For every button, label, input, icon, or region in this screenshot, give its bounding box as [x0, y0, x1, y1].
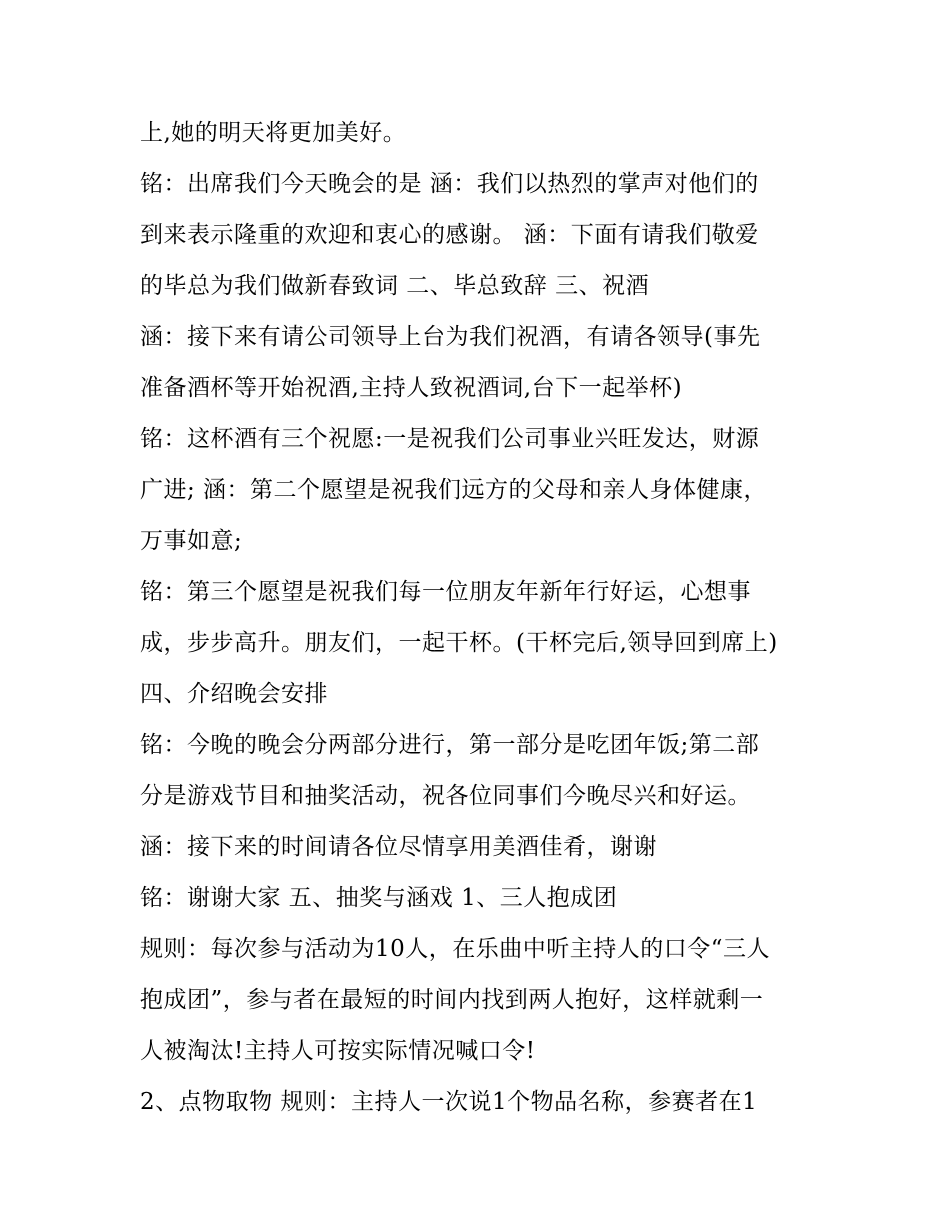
text-line: 2、点物取物 规则：主持人一次说1个物品名称，参赛者在1 [140, 1089, 758, 1115]
text-line: 广进; 涵：第二个愿望是祝我们远方的父母和亲人身体健康， [140, 477, 768, 503]
text-line: 分是游戏节目和抽奖活动，祝各位同事们今晚尽兴和好运。 [140, 783, 751, 809]
text-line: 涵：接下来有请公司领导上台为我们祝酒，有请各领导(事先 [140, 324, 761, 350]
text-line: 铭：这杯酒有三个祝愿:一是祝我们公司事业兴旺发达，财源 [140, 426, 760, 452]
text-line: 的毕总为我们做新春致词 二、毕总致辞 三、祝酒 [140, 273, 650, 299]
text-line: 准备酒杯等开始祝酒,主持人致祝酒词,台下一起举杯) [140, 375, 683, 401]
text-line: 涵：接下来的时间请各位尽情享用美酒佳肴，谢谢 [140, 834, 657, 860]
text-line: 成，步步高升。朋友们，一起干杯。(干杯完后,领导回到席上) [140, 630, 778, 656]
text-line: 铭：第三个愿望是祝我们每一位朋友年新年行好运，心想事 [140, 579, 751, 605]
text-line: 铭：谢谢大家 五、抽奖与涵戏 1、三人抱成团 [140, 885, 618, 911]
text-line: 上,她的明天将更加美好。 [140, 120, 407, 146]
text-line: 铭：出席我们今天晚会的是 涵：我们以热烈的掌声对他们的 [140, 171, 759, 197]
text-line: 万事如意; [140, 528, 243, 554]
text-line: 铭：今晚的晚会分两部分进行，第一部分是吃团年饭;第二部 [140, 732, 760, 758]
document-body [140, 108, 820, 1128]
text-line: 抱成团”，参与者在最短的时间内找到两人抱好，这样就剩一 [140, 987, 764, 1013]
text-line: 规则：每次参与活动为10人，在乐曲中听主持人的口令“三人 [140, 936, 771, 962]
section-heading: 四、介绍晚会安排 [140, 681, 328, 707]
text-line: 到来表示隆重的欢迎和衷心的感谢。 涵：下面有请我们敬爱 [140, 222, 759, 248]
text-line: 人被淘汰!主持人可按实际情况喊口令! [140, 1038, 536, 1064]
